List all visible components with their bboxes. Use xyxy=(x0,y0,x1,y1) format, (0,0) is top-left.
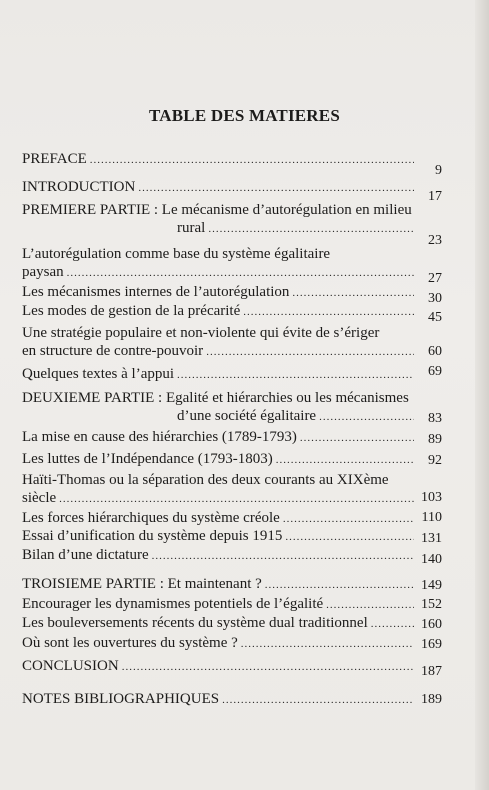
toc-page-number: 187 xyxy=(421,664,442,679)
dot-leader xyxy=(285,528,414,546)
dot-leader xyxy=(59,490,414,508)
toc-entry xyxy=(22,614,417,633)
toc-entry-label: INTRODUCTION xyxy=(22,179,136,195)
dot-leader xyxy=(283,510,414,528)
toc-page-number: 92 xyxy=(428,453,442,468)
toc-entry-label: Haïti-Thomas ou la séparation des deux courants au XIXème xyxy=(22,472,389,488)
toc-entry xyxy=(22,150,417,169)
toc-page-number: 131 xyxy=(421,531,442,546)
dot-leader xyxy=(292,284,414,302)
toc-page-number: 83 xyxy=(428,411,442,426)
toc-page-number: 45 xyxy=(428,310,442,325)
toc-entry-label: PREMIERE PARTIE : Le mécanisme d’autorégulation en milieu xyxy=(22,202,412,218)
toc-entry xyxy=(22,428,417,447)
toc-entry xyxy=(22,302,417,321)
toc-page-number: 23 xyxy=(428,233,442,248)
dot-leader xyxy=(222,691,414,709)
toc-entry-label: PREFACE xyxy=(22,151,87,167)
toc-entry-label: Essai d’unification du système depuis 1915 xyxy=(22,528,283,544)
toc-entry-label: CONCLUSION xyxy=(22,658,119,674)
page-title: TABLE DES MATIERES xyxy=(149,106,340,125)
toc-entry xyxy=(22,450,417,469)
toc-page-number: 27 xyxy=(428,271,442,286)
toc-page-number: 89 xyxy=(428,432,442,447)
toc-entry-label: TROISIEME PARTIE : Et maintenant ? xyxy=(22,576,262,592)
toc-page-number: 189 xyxy=(421,692,442,707)
toc-entry xyxy=(22,657,417,676)
toc-entry-label: NOTES BIBLIOGRAPHIQUES xyxy=(22,691,220,707)
toc-entry-label: paysan xyxy=(22,264,64,280)
dot-leader xyxy=(206,343,414,361)
toc-entry xyxy=(22,365,417,384)
toc-entry xyxy=(22,201,417,238)
toc-page-number: 103 xyxy=(421,490,442,505)
dot-leader xyxy=(90,151,414,169)
toc-entry xyxy=(22,178,417,197)
toc-entry xyxy=(22,527,417,546)
dot-leader xyxy=(122,658,414,676)
toc-entry-label: Bilan d’une dictature xyxy=(22,547,149,563)
toc-entry xyxy=(22,546,417,565)
toc-page-number: 9 xyxy=(435,163,442,178)
toc-entry xyxy=(22,595,417,614)
toc-entry-label: La mise en cause des hiérarchies (1789-1793) xyxy=(22,429,297,445)
dot-leader xyxy=(319,408,414,426)
toc-entry xyxy=(22,245,417,282)
dot-leader xyxy=(208,220,414,238)
toc-entry-label: Les bouleversements récents du système dual traditionnel xyxy=(22,615,368,631)
toc-page-number: 30 xyxy=(428,291,442,306)
toc-entry xyxy=(22,283,417,302)
toc-page-number: 169 xyxy=(421,637,442,652)
toc-entry xyxy=(22,575,417,594)
toc-entry xyxy=(22,634,417,653)
dot-leader xyxy=(241,635,414,653)
dot-leader xyxy=(67,264,414,282)
toc-entry-label: rural xyxy=(177,220,206,236)
dot-leader xyxy=(326,596,414,614)
toc-entry-label: Les luttes de l’Indépendance (1793-1803) xyxy=(22,451,273,467)
toc-entry-label: d’une société égalitaire xyxy=(177,408,317,424)
toc-entry-label: siècle xyxy=(22,490,57,506)
toc-page-number: 152 xyxy=(421,597,442,612)
dot-leader xyxy=(152,547,414,565)
toc-page-number: 110 xyxy=(421,510,442,525)
toc-page-number: 60 xyxy=(428,344,442,359)
toc-entry xyxy=(22,690,417,709)
toc-entry-label: Les forces hiérarchiques du système créole xyxy=(22,510,280,526)
toc-page-number: 17 xyxy=(428,189,442,204)
toc-page-number: 160 xyxy=(421,617,442,632)
toc-entry-label: Les modes de gestion de la précarité xyxy=(22,303,241,319)
dot-leader xyxy=(276,451,414,469)
toc-entry-label: en structure de contre-pouvoir xyxy=(22,343,204,359)
toc-entry xyxy=(22,389,417,426)
toc-page-number: 69 xyxy=(428,364,442,379)
dot-leader xyxy=(177,366,414,384)
dot-leader xyxy=(300,429,414,447)
dot-leader xyxy=(138,179,414,197)
toc-entry-label: Une stratégie populaire et non-violente qui évite de s’ériger xyxy=(22,325,380,341)
toc-page-number: 149 xyxy=(421,578,442,593)
toc-page-number: 140 xyxy=(421,552,442,567)
toc-entry-label: Où sont les ouvertures du système ? xyxy=(22,635,238,651)
toc-entry xyxy=(22,509,417,528)
toc-entry-label: Les mécanismes internes de l’autorégulation xyxy=(22,284,290,300)
toc-entry-label: Quelques textes à l’appui xyxy=(22,366,175,382)
toc-entry-label: Encourager les dynamismes potentiels de l’égalité xyxy=(22,596,324,612)
toc-entry-label: DEUXIEME PARTIE : Egalité et hiérarchies ou les mécanismes xyxy=(22,390,409,406)
dot-leader xyxy=(265,576,414,594)
toc-entry xyxy=(22,471,417,508)
dot-leader xyxy=(243,303,414,321)
toc-entry xyxy=(22,324,417,361)
toc-entry-label: L’autorégulation comme base du système égalitaire xyxy=(22,246,331,262)
